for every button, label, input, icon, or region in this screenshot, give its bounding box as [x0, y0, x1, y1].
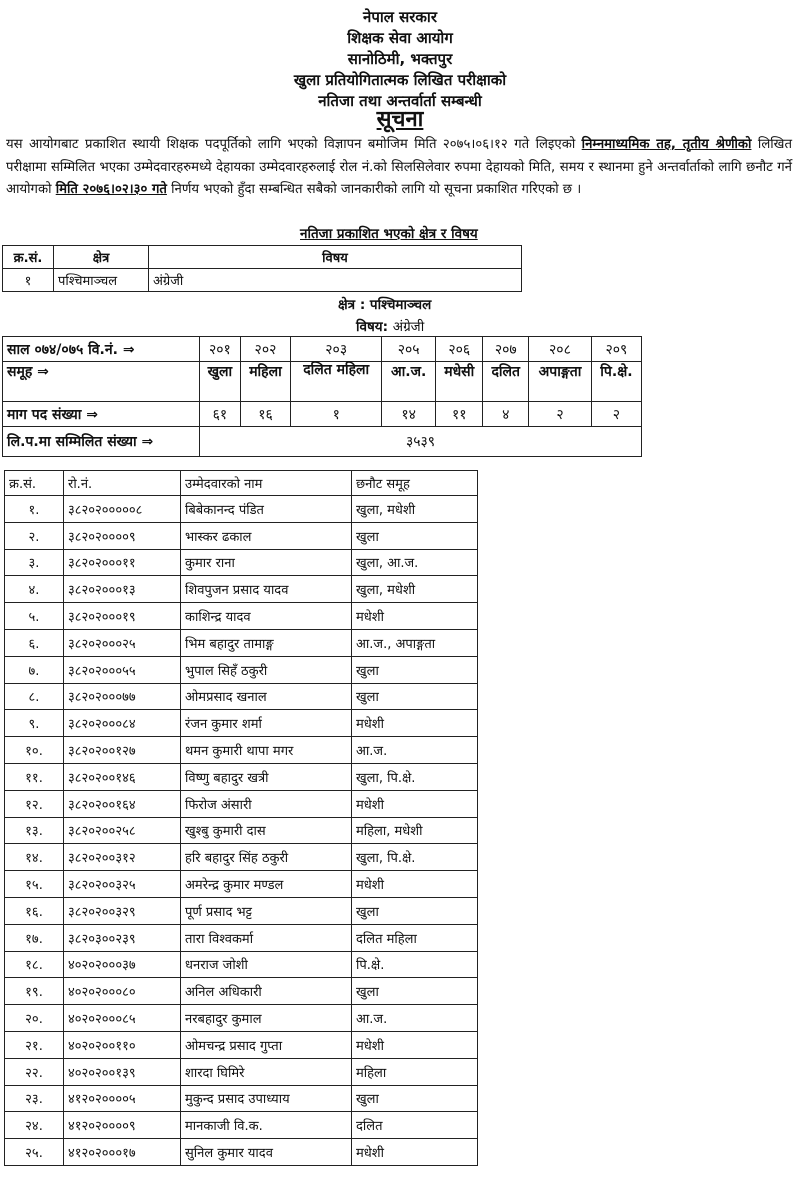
cand-cell-sn: १२.	[5, 790, 64, 817]
cand-cell-roll: ३८२०२००३२९	[64, 897, 181, 924]
table-row	[5, 844, 478, 871]
cand-cell-group: खुला	[352, 978, 478, 1005]
area-header-subject: विषय	[149, 246, 522, 269]
group-name: दलित महिला	[291, 362, 382, 402]
cand-cell-name: खुश्बु कुमारी दास	[181, 817, 352, 844]
cand-cell-roll: ३८२०२०००१९	[64, 603, 181, 630]
cand-cell-name: शारदा घिमिरे	[181, 1058, 352, 1085]
address: सानोठिमी, भक्तपुर	[347, 50, 453, 68]
cand-cell-group: मधेशी	[352, 1139, 478, 1166]
area-cell-sn: १	[3, 269, 54, 292]
adv-number: २०३	[291, 337, 382, 362]
result-heading: नतिजा प्रकाशित भएको क्षेत्र र विषय	[300, 226, 478, 242]
cand-cell-group: खुला, मधेशी	[352, 576, 478, 603]
govt-name: नेपाल सरकार	[363, 8, 437, 26]
cand-cell-name: अमरेन्द्र कुमार मण्डल	[181, 871, 352, 898]
cand-cell-roll: ३८२०२०००८४	[64, 710, 181, 737]
cand-cell-roll: ३८२०२००१२७	[64, 737, 181, 764]
group-name: खुला	[200, 362, 241, 402]
table-row	[5, 978, 478, 1005]
cand-cell-name: कुमार राना	[181, 549, 352, 576]
cand-cell-roll: ३८२०२०००१३	[64, 576, 181, 603]
cand-cell-name: मानकाजी वि.क.	[181, 1112, 352, 1139]
paragraph-level: निम्नमाध्यमिक तह, तृतीय श्रेणीको	[581, 137, 752, 152]
region-line: क्षेत्र : पश्चिमाञ्चल	[338, 297, 432, 313]
cand-cell-name: भुपाल सिहँ ठकुरी	[181, 656, 352, 683]
cand-cell-sn: २३.	[5, 1085, 64, 1112]
subject-value: अंग्रेजी	[392, 319, 425, 335]
table-row	[5, 1058, 478, 1085]
cand-cell-name: धनराज जोशी	[181, 951, 352, 978]
cand-cell-sn: ९.	[5, 710, 64, 737]
cand-cell-group: दलित महिला	[352, 924, 478, 951]
cand-cell-roll: ३८२०२०००७७	[64, 683, 181, 710]
cand-cell-name: विष्णु बहादुर खत्री	[181, 763, 352, 790]
group-name: अपाङ्गता	[529, 362, 592, 402]
notice-title: सूचना	[376, 107, 424, 132]
area-cell-subject: अंग्रेजी	[149, 269, 522, 292]
cand-cell-group: महिला	[352, 1058, 478, 1085]
cand-cell-sn: १३.	[5, 817, 64, 844]
table-row	[5, 522, 478, 549]
cand-cell-sn: २१.	[5, 1031, 64, 1058]
table-row	[5, 549, 478, 576]
cand-cell-sn: २.	[5, 522, 64, 549]
table-row	[5, 629, 478, 656]
adv-number: २०८	[529, 337, 592, 362]
cand-cell-sn: १६.	[5, 897, 64, 924]
group-name: मधेसी	[436, 362, 483, 402]
adv-number: २०५	[382, 337, 436, 362]
cand-cell-roll: ३८२०२०००००८	[64, 496, 181, 523]
cand-cell-group: खुला, मधेशी	[352, 496, 478, 523]
area-table	[2, 245, 522, 292]
group-name: महिला	[240, 362, 290, 402]
cand-cell-sn: २०.	[5, 1005, 64, 1032]
cand-cell-name: मुकुन्द प्रसाद उपाध्याय	[181, 1085, 352, 1112]
cand-cell-name: शिवपुजन प्रसाद यादव	[181, 576, 352, 603]
cand-cell-group: मधेशी	[352, 1031, 478, 1058]
table-row	[5, 1005, 478, 1032]
cand-cell-sn: २५.	[5, 1139, 64, 1166]
cand-cell-sn: २२.	[5, 1058, 64, 1085]
cand-cell-group: आ.ज.	[352, 737, 478, 764]
cand-cell-roll: ३८२०२००१६४	[64, 790, 181, 817]
cand-cell-sn: १४.	[5, 844, 64, 871]
cand-cell-name: बिबेकानन्द पंडित	[181, 496, 352, 523]
cand-cell-name: काशिन्द्र यादव	[181, 603, 352, 630]
adv-number: २०२	[240, 337, 290, 362]
cand-cell-roll: ३८२०२००३२५	[64, 871, 181, 898]
seat-count: २	[591, 402, 641, 427]
area-cell-region: पश्चिमाञ्चल	[54, 269, 149, 292]
cand-cell-group: खुला	[352, 897, 478, 924]
cand-cell-sn: १७.	[5, 924, 64, 951]
table-row	[5, 683, 478, 710]
cand-cell-sn: ६.	[5, 629, 64, 656]
cand-cell-sn: १९.	[5, 978, 64, 1005]
cand-cell-group: खुला, आ.ज.	[352, 549, 478, 576]
table-row	[5, 576, 478, 603]
seat-count: १	[291, 402, 382, 427]
cand-cell-sn: ११.	[5, 763, 64, 790]
adv-number: २०९	[591, 337, 641, 362]
cand-cell-group: आ.ज., अपाङ्गता	[352, 629, 478, 656]
paragraph-part3: निर्णय भएको हुँदा सम्बन्धित सबैको जानकारीको लागि यो सूचना प्रकाशित गरिएको छ ।	[166, 182, 582, 197]
cand-cell-sn: १८.	[5, 951, 64, 978]
cand-cell-name: ओमप्रसाद खनाल	[181, 683, 352, 710]
cand-header-roll: रो.नं.	[64, 471, 181, 496]
cand-cell-roll: ३८२०२००२५८	[64, 817, 181, 844]
table-row	[5, 817, 478, 844]
cand-cell-roll: ३८२०२००००९	[64, 522, 181, 549]
table-row	[5, 603, 478, 630]
cand-cell-group: पि.क्षे.	[352, 951, 478, 978]
cand-cell-sn: ८.	[5, 683, 64, 710]
cand-cell-group: खुला	[352, 522, 478, 549]
cand-header-name: उम्मेदवारको नाम	[181, 471, 352, 496]
area-header-region: क्षेत्र	[54, 246, 149, 269]
table-row	[5, 710, 478, 737]
cand-header-sn: क्र.सं.	[5, 471, 64, 496]
table-row	[5, 924, 478, 951]
table-row	[5, 871, 478, 898]
table-row	[5, 1112, 478, 1139]
seats-table	[2, 336, 642, 457]
cand-cell-group: खुला	[352, 656, 478, 683]
cand-cell-group: मधेशी	[352, 710, 478, 737]
cand-cell-roll: ४०२०२००१३९	[64, 1058, 181, 1085]
seats-row-adv-label: साल ०७४/०७५ वि.नं. ⇒	[3, 337, 200, 362]
table-row	[5, 496, 478, 523]
cand-cell-name: थमन कुमारी थापा मगर	[181, 737, 352, 764]
cand-cell-group: मधेशी	[352, 790, 478, 817]
subject-line: नतिजा तथा अन्तर्वार्ता सम्बन्धी	[318, 92, 482, 110]
cand-cell-name: अनिल अधिकारी	[181, 978, 352, 1005]
subject-label: विषय:	[356, 319, 389, 335]
cand-cell-roll: ३८२०२०००५५	[64, 656, 181, 683]
cand-cell-name: नरबहादुर कुमाल	[181, 1005, 352, 1032]
cand-cell-roll: ३८२०२०००११	[64, 549, 181, 576]
candidates-table	[4, 470, 478, 1166]
cand-cell-roll: ३८२०३००२३९	[64, 924, 181, 951]
cand-cell-group: आ.ज.	[352, 1005, 478, 1032]
table-row	[5, 656, 478, 683]
cand-cell-name: तारा विश्वकर्मा	[181, 924, 352, 951]
cand-cell-group: खुला	[352, 1085, 478, 1112]
table-row	[5, 1139, 478, 1166]
cand-cell-name: भास्कर ढकाल	[181, 522, 352, 549]
cand-cell-roll: ३८२०२०००२५	[64, 629, 181, 656]
cand-cell-name: ओमचन्द्र प्रसाद गुप्ता	[181, 1031, 352, 1058]
table-row	[5, 763, 478, 790]
cand-header-group: छनौट समूह	[352, 471, 478, 496]
paragraph-part2: लिखित परीक्षामा सम्मिलित भएका उम्मेदवारहरुमध्ये देहायका उम्मेदवारहरुलाई रोल नं.को सिलसिलेवार रुपमा देहायको मिति, समय र स्थानमा हुने अन्तर्वार्ताको लागि छनौट गर्ने आयोगको	[6, 137, 792, 197]
cand-cell-roll: ४१२०२००००५	[64, 1085, 181, 1112]
cand-cell-name: रंजन कुमार शर्मा	[181, 710, 352, 737]
paragraph-part1: यस आयोगबाट प्रकाशित स्थायी शिक्षक पदपूर्तिको लागि भएको विज्ञापन बमोजिम मिति २०७५।०६।१२ गते लिइएको	[6, 137, 582, 152]
cand-cell-roll: ३८२०२००१४६	[64, 763, 181, 790]
total-appeared: ३५३९	[200, 427, 642, 457]
notice-paragraph	[6, 134, 792, 202]
table-row	[5, 737, 478, 764]
seat-count: ४	[483, 402, 529, 427]
cand-cell-name: भिम बहादुर तामाङ्ग	[181, 629, 352, 656]
adv-number: २०७	[483, 337, 529, 362]
subject-label-line	[356, 317, 424, 335]
table-row	[5, 897, 478, 924]
cand-cell-sn: १.	[5, 496, 64, 523]
group-name: आ.ज.	[382, 362, 436, 402]
seats-row-demand-label: माग पद संख्या ⇒	[3, 402, 200, 427]
paragraph-decision-date: मिति २०७६।०२।३० गते	[55, 182, 167, 197]
seat-count: ६१	[200, 402, 241, 427]
cand-cell-roll: ४०२०२००११०	[64, 1031, 181, 1058]
cand-cell-roll: ३८२०२००३१२	[64, 844, 181, 871]
seat-count: ११	[436, 402, 483, 427]
cand-cell-sn: ३.	[5, 549, 64, 576]
table-row	[5, 1085, 478, 1112]
cand-cell-roll: ४०२०२०००८०	[64, 978, 181, 1005]
cand-cell-roll: ४०२०२०००८५	[64, 1005, 181, 1032]
cand-cell-roll: ४०२०२०००३७	[64, 951, 181, 978]
cand-cell-sn: ५.	[5, 603, 64, 630]
cand-cell-name: पूर्ण प्रसाद भट्ट	[181, 897, 352, 924]
cand-cell-group: मधेशी	[352, 603, 478, 630]
adv-number: २०६	[436, 337, 483, 362]
cand-cell-group: दलित	[352, 1112, 478, 1139]
table-row	[3, 269, 522, 292]
seats-row-group-label: समूह ⇒	[3, 362, 200, 402]
seat-count: १४	[382, 402, 436, 427]
seats-row-appeared-label: लि.प.मा सम्मिलित संख्या ⇒	[3, 427, 200, 457]
seat-count: १६	[240, 402, 290, 427]
cand-cell-sn: ७.	[5, 656, 64, 683]
cand-cell-group: खुला, पि.क्षे.	[352, 844, 478, 871]
commission-name: शिक्षक सेवा आयोग	[347, 29, 453, 47]
table-row	[5, 951, 478, 978]
cand-cell-sn: ४.	[5, 576, 64, 603]
seat-count: २	[529, 402, 592, 427]
group-name: दलित	[483, 362, 529, 402]
cand-cell-group: खुला, पि.क्षे.	[352, 763, 478, 790]
cand-cell-name: सुनिल कुमार यादव	[181, 1139, 352, 1166]
cand-cell-sn: २४.	[5, 1112, 64, 1139]
cand-cell-sn: १५.	[5, 871, 64, 898]
group-name: पि.क्षे.	[591, 362, 641, 402]
table-row	[5, 1031, 478, 1058]
cand-cell-group: मधेशी	[352, 871, 478, 898]
candidates-body	[5, 496, 478, 1166]
cand-cell-name: हरि बहादुर सिंह ठकुरी	[181, 844, 352, 871]
cand-cell-roll: ४१२०२००००९	[64, 1112, 181, 1139]
table-row	[5, 790, 478, 817]
cand-cell-sn: १०.	[5, 737, 64, 764]
cand-cell-group: खुला	[352, 683, 478, 710]
cand-cell-group: महिला, मधेशी	[352, 817, 478, 844]
exam-type: खुला प्रतियोगितात्मक लिखित परीक्षाको	[293, 71, 507, 89]
cand-cell-roll: ४१२०२०००१७	[64, 1139, 181, 1166]
adv-number: २०१	[200, 337, 241, 362]
cand-cell-name: फिरोज अंसारी	[181, 790, 352, 817]
area-header-sn: क्र.सं.	[3, 246, 54, 269]
